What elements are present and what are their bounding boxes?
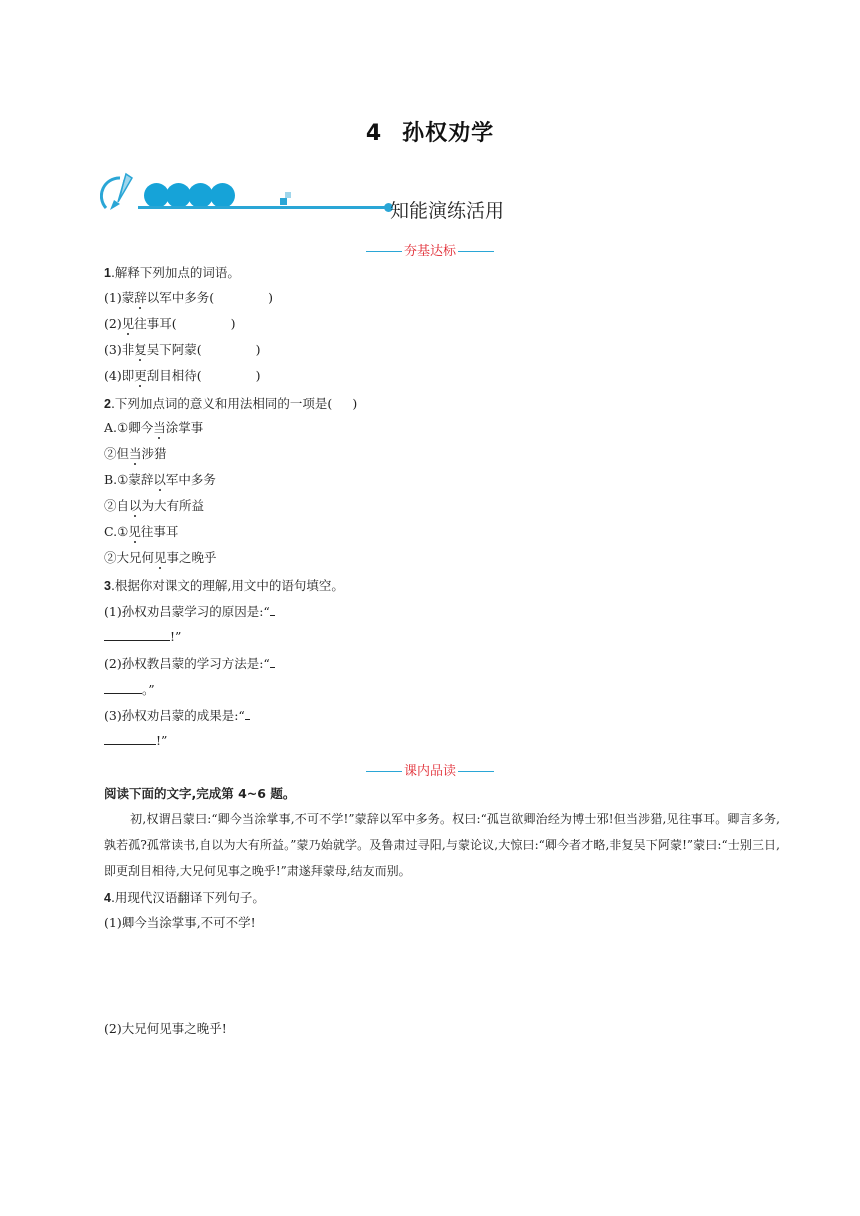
- question-1-item: (2)见往事耳( ): [104, 316, 236, 331]
- question-2-option: B.①蒙辞以军中多务: [104, 472, 216, 487]
- page-title: [0, 116, 860, 147]
- question-1-item: (4)即更刮目相待( ): [104, 368, 261, 383]
- question-2-stem: 2.下列加点词的意义和用法相同的一项是( ): [104, 396, 358, 411]
- banner-line: [138, 206, 390, 209]
- question-3-stem: 3.根据你对课文的理解,用文中的语句填空。: [104, 578, 344, 593]
- question-2-option: C.①见往事耳: [104, 524, 179, 539]
- question-3-prompt: (1)孙权劝吕蒙学习的原因是:“: [104, 603, 275, 621]
- section-banner: [100, 168, 540, 224]
- question-3-answer-line: !”: [104, 732, 167, 750]
- question-2-option: ②但当涉猎: [104, 446, 167, 461]
- question-4-item: (2)大兄何见事之晚乎!: [104, 1021, 227, 1036]
- question-3-answer-line: !”: [104, 628, 181, 646]
- question-2-option: A.①卿今当涂掌事: [104, 420, 204, 435]
- section-heading-reading: 课内品读: [0, 760, 860, 779]
- question-3-prompt: (3)孙权劝吕蒙的成果是:“: [104, 707, 250, 725]
- question-4-item: (1)卿今当涂掌事,不可不学!: [104, 915, 256, 930]
- question-1-item: (1)蒙辞以军中多务( ): [104, 290, 274, 305]
- question-4-stem: 4.用现代汉语翻译下列句子。: [104, 890, 265, 905]
- banner-bubble: [210, 183, 235, 208]
- question-2-option: ②自以为大有所益: [104, 498, 205, 513]
- squares-icon: [280, 192, 292, 206]
- question-3-answer-line: 。”: [104, 681, 155, 699]
- lesson-number: 4: [365, 121, 383, 146]
- question-2-option: ②大兄何见事之晚乎: [104, 550, 217, 565]
- question-1-item: (3)非复吴下阿蒙( ): [104, 342, 261, 357]
- question-3-prompt: (2)孙权教吕蒙的学习方法是:“: [104, 655, 275, 673]
- question-1-stem: 1.解释下列加点的词语。: [104, 265, 240, 280]
- reading-instructions: 阅读下面的文字,完成第 4~6 题。: [104, 786, 296, 801]
- reading-passage: 初,权谓吕蒙曰:“卿今当涂掌事,不可不学!”蒙辞以军中多务。权曰:“孤岂欲卿治经为博士邪!但当涉猎,见往事耳。卿言多务,孰若孤?孤常读书,自以为大有所益。”蒙乃始就学。及鲁肃过寻阳,与蒙论议,大惊曰:“卿今者才略,非复吴下阿蒙!”蒙曰:“士别三日,即更刮目相待,大兄何见事之晚乎!”肃遂拜蒙母,结友而别。: [104, 812, 780, 878]
- section-heading-basic: 夯基达标: [0, 240, 860, 259]
- lesson-title: 孙权劝学: [402, 121, 495, 146]
- banner-text: 知能演练活用: [390, 200, 505, 222]
- pen-nib-icon: [100, 168, 144, 218]
